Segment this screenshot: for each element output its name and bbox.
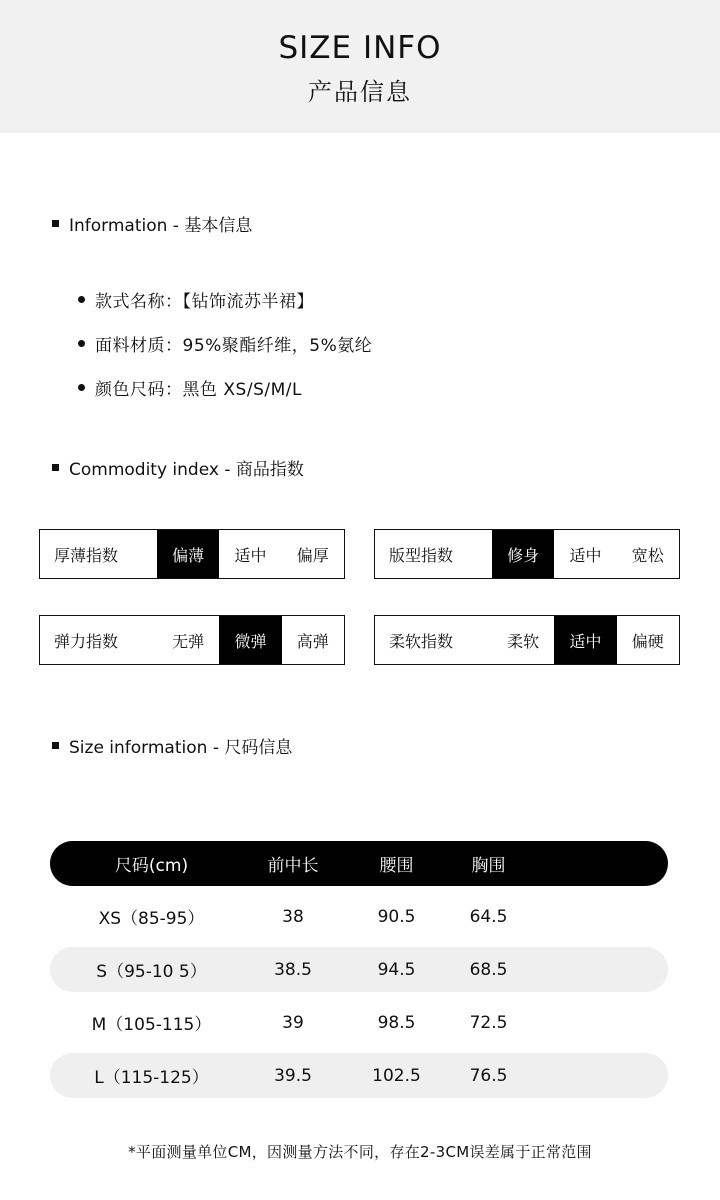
- index-thickness: [39, 529, 345, 579]
- column-header-size: 尺码(cm): [114, 856, 189, 876]
- cell-front-length: 39.5: [274, 1065, 312, 1086]
- cell-chest: 76.5: [469, 1065, 508, 1086]
- index-option: 微弹: [219, 616, 281, 664]
- info-item-color-size: [78, 365, 372, 409]
- index-option: 偏厚: [296, 545, 329, 565]
- info-item-text: 款式名称：【钻饰流苏半裙】: [95, 291, 314, 312]
- title-english: SIZE INFO: [278, 30, 442, 66]
- page-header: [0, 0, 720, 133]
- column-header-chest: 胸围: [471, 856, 506, 876]
- index-softness: [374, 615, 680, 665]
- cell-size: S（95-10 5）: [96, 962, 207, 982]
- cell-chest: 64.5: [469, 906, 508, 927]
- basic-info-list: [78, 277, 372, 409]
- measurement-footnote: *平面测量单位CM，因测量方法不同，存在2-3CM误差属于正常范围: [128, 1143, 592, 1161]
- title-chinese: 产品信息: [308, 78, 412, 106]
- cell-size: M（105-115）: [91, 1015, 212, 1035]
- index-option: 适中: [569, 545, 602, 565]
- size-table-header: [50, 841, 668, 886]
- index-elasticity: [39, 615, 345, 665]
- commodity-index-heading-text: Commodity index - 商品指数: [69, 460, 304, 480]
- cell-front-length: 39: [282, 1012, 304, 1033]
- index-label: 版型指数: [389, 545, 454, 565]
- square-bullet-icon: [52, 220, 59, 227]
- size-info-heading: [52, 733, 292, 758]
- square-bullet-icon: [52, 742, 59, 749]
- square-bullet-icon: [52, 464, 59, 471]
- table-row: [50, 894, 668, 939]
- info-item-text: 颜色尺码：黑色 XS/S/M/L: [95, 379, 302, 400]
- round-bullet-icon: [78, 340, 85, 347]
- index-option: 宽松: [631, 545, 664, 565]
- table-row: [50, 947, 668, 992]
- index-label: 柔软指数: [389, 631, 454, 651]
- basic-info-heading: [52, 211, 252, 236]
- cell-front-length: 38.5: [274, 959, 312, 980]
- table-row: [50, 1053, 668, 1098]
- index-option: 无弹: [172, 631, 205, 651]
- index-option: 适中: [234, 545, 267, 565]
- basic-info-heading-text: Information - 基本信息: [69, 216, 253, 236]
- cell-front-length: 38: [282, 906, 304, 927]
- size-table: [50, 841, 668, 1098]
- index-option: 偏薄: [157, 530, 219, 578]
- info-item-material: [78, 321, 372, 365]
- cell-waist: 94.5: [377, 959, 416, 980]
- info-item-text: 面料材质：95%聚酯纤维，5%氨纶: [95, 335, 373, 356]
- cell-size: XS（85-95）: [98, 909, 205, 929]
- round-bullet-icon: [78, 384, 85, 391]
- cell-waist: 90.5: [377, 906, 416, 927]
- round-bullet-icon: [78, 296, 85, 303]
- index-fit: [374, 529, 680, 579]
- index-label: 弹力指数: [54, 631, 119, 651]
- index-option: 适中: [554, 616, 616, 664]
- commodity-index-heading: [52, 455, 304, 480]
- index-label: 厚薄指数: [54, 545, 119, 565]
- cell-chest: 68.5: [469, 959, 508, 980]
- cell-chest: 72.5: [469, 1012, 508, 1033]
- info-item-style: [78, 277, 372, 321]
- cell-waist: 98.5: [377, 1012, 416, 1033]
- column-header-waist: 腰围: [379, 856, 414, 876]
- index-option: 修身: [492, 530, 554, 578]
- cell-waist: 102.5: [372, 1065, 421, 1086]
- index-option: 偏硬: [631, 631, 664, 651]
- table-row: [50, 1000, 668, 1045]
- index-option: 柔软: [507, 631, 540, 651]
- size-info-heading-text: Size information - 尺码信息: [69, 738, 293, 758]
- cell-size: L（115-125）: [94, 1068, 209, 1088]
- index-option: 高弹: [296, 631, 329, 651]
- column-header-front-length: 前中长: [267, 856, 319, 876]
